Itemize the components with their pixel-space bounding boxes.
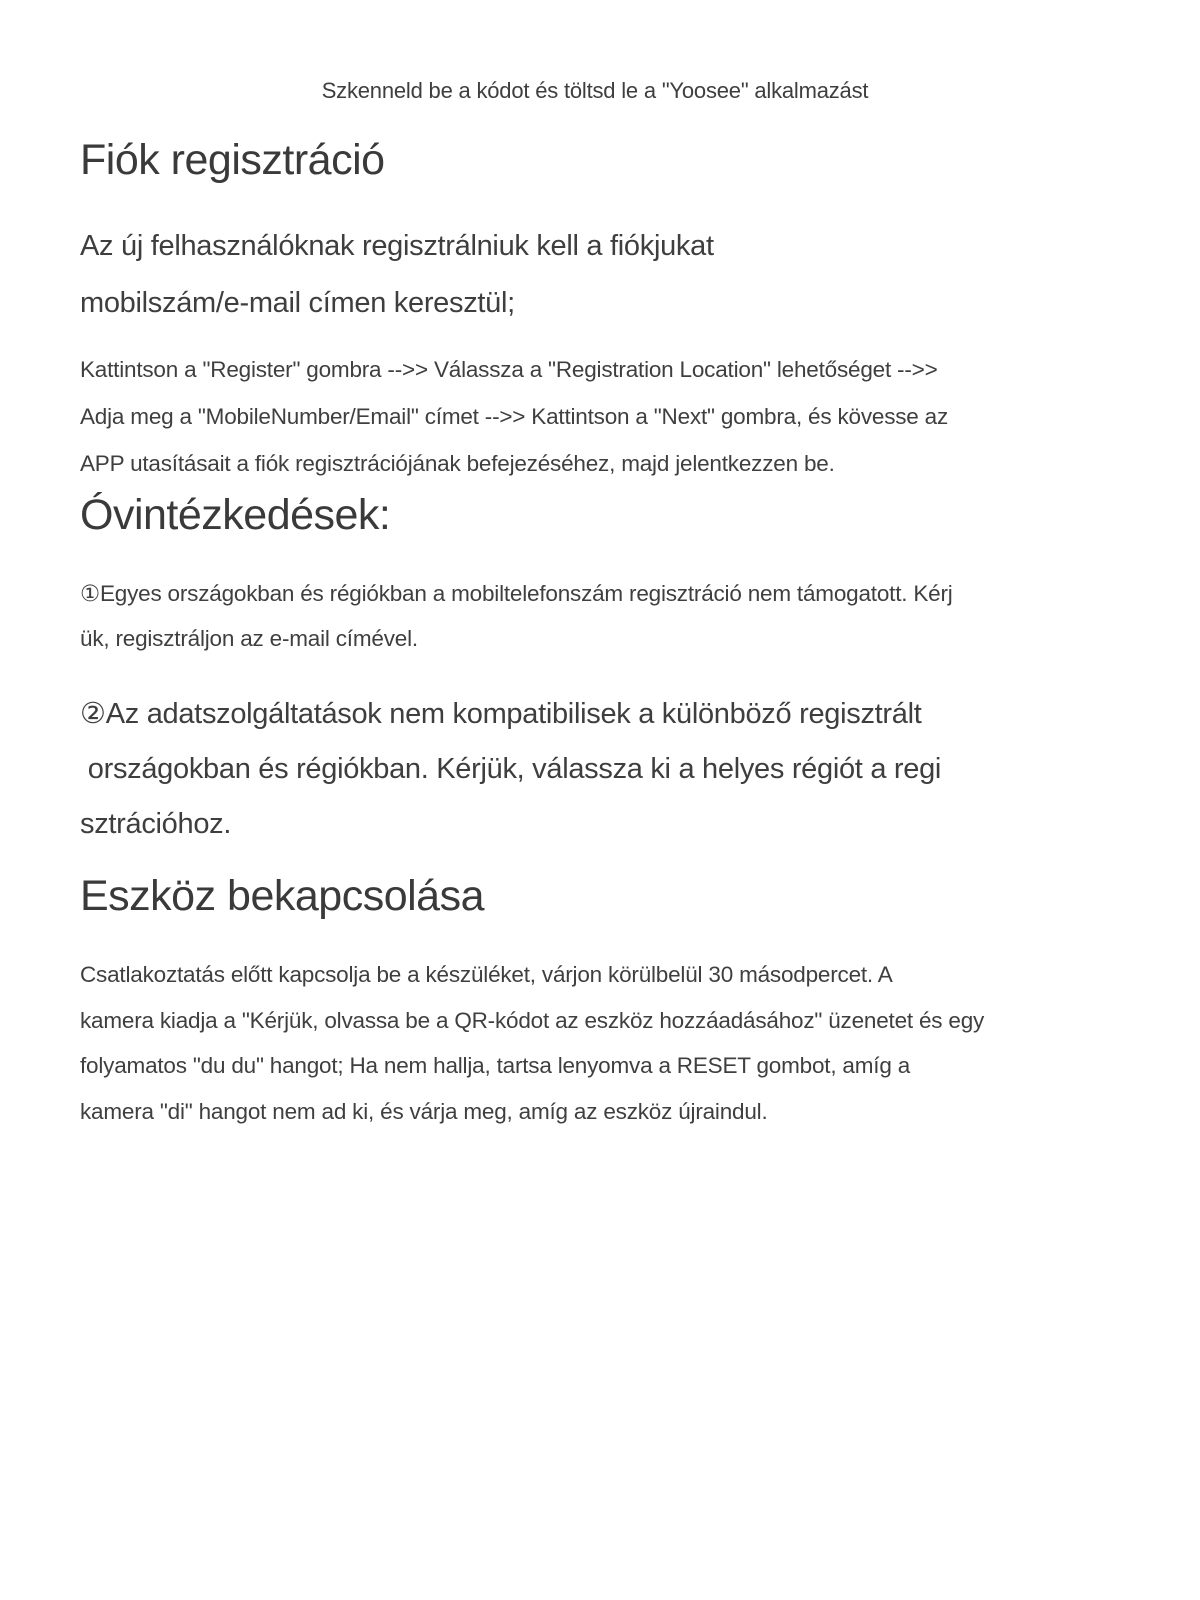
steps-line: Kattintson a "Register" gombra -->> Válassza a "Registration Location" lehetőséget -->>	[80, 357, 938, 382]
section-heading-precautions: Óvintézkedések:	[80, 491, 391, 539]
account-registration-steps	[80, 346, 1110, 487]
precaution-line: ük, regisztráljon az e-mail címével.	[80, 626, 418, 651]
power-on-line: kamera "di" hangot nem ad ki, és várja meg, amíg az eszköz újraindul.	[80, 1098, 768, 1124]
power-on-line: folyamatos "du du" hangot; Ha nem hallja, tartsa lenyomva a RESET gombot, amíg a	[80, 1053, 911, 1078]
lead-line: mobilszám/e-mail címen keresztül;	[80, 287, 515, 319]
power-on-line: kamera kiadja a "Kérjük, olvassa be a QR-kódot az eszköz hozzáadásához" üzenetet és egy	[80, 1007, 985, 1033]
precaution-line: ①Egyes országokban és régiókban a mobiltelefonszám regisztráció nem támogatott. Kérj	[80, 581, 953, 606]
section-heading-power-on: Eszköz bekapcsolása	[80, 872, 484, 920]
section-heading-account-registration: Fiók regisztráció	[80, 136, 385, 184]
steps-line: Adja meg a "MobileNumber/Email" címet -->> Kattintson a "Next" gombra, és kövesse az	[80, 404, 949, 429]
steps-line: APP utasításait a fiók regisztrációjának befejezéséhez, majd jelentkezzen be.	[80, 451, 835, 476]
precaution-line: ②Az adatszolgáltatások nem kompatibilisek a különböző regisztrált	[80, 698, 922, 730]
scan-note: Szkenneld be a kódot és töltsd le a "Yoosee" alkalmazást	[321, 78, 869, 103]
precaution-line: sztrációhoz.	[80, 808, 232, 840]
precaution-item-2	[80, 687, 1110, 852]
lead-line: Az új felhasználóknak regisztrálniuk kell a fiókjukat	[80, 230, 714, 262]
precaution-item-1	[80, 571, 1110, 661]
power-on-line: Csatlakoztatás előtt kapcsolja be a készüléket, várjon körülbelül 30 másodpercet. A	[80, 962, 893, 987]
power-on-paragraph	[80, 952, 1110, 1134]
account-registration-lead	[80, 218, 1110, 332]
precaution-line: országokban és régiókban. Kérjük, válassza ki a helyes régiót a regi	[80, 753, 942, 785]
